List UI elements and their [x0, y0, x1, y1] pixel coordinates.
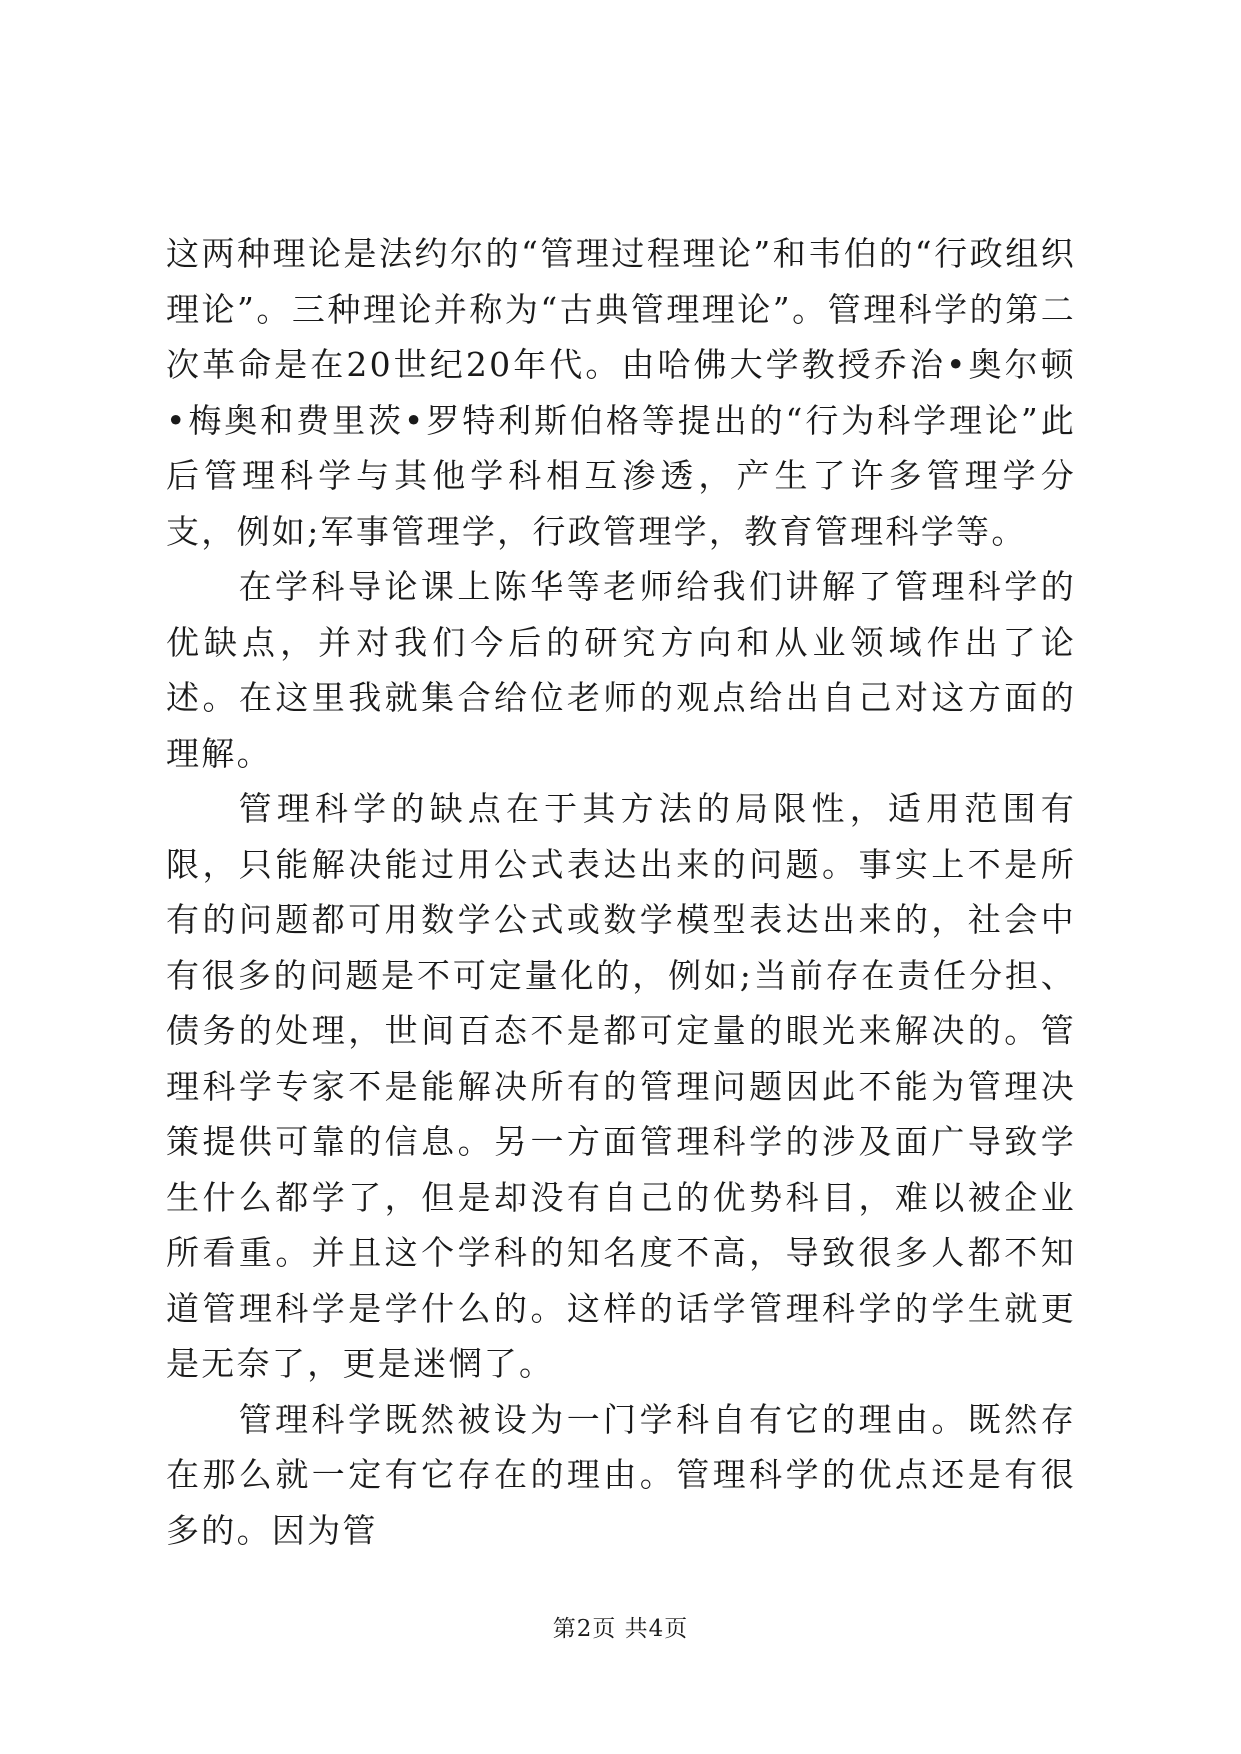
paragraph-1: 这两种理论是法约尔的“管理过程理论”和韦伯的“行政组织理论”。三种理论并称为“古典管理理论”。管理科学的第二次革命是在20世纪20年代。由哈佛大学教授乔治•奥尔顿•梅奥和费里茨•罗特利斯伯格等提出的“行为科学理论”此后管理科学与其他学科相互渗透，产生了许多管理学分支，例如;军事管理学，行政管理学，教育管理科学等。 — [166, 234, 1076, 551]
page-number-footer: 第2页 共4页 — [552, 1616, 689, 1642]
paragraph-2: 在学科导论课上陈华等老师给我们讲解了管理科学的优缺点，并对我们今后的研究方向和从业领域作出了论述。在这里我就集合给位老师的观点给出自己对这方面的理解。 — [166, 567, 1076, 773]
paragraph-4: 管理科学既然被设为一门学科自有它的理由。既然存在那么就一定有它存在的理由。管理科学的优点还是有很多的。因为管 — [166, 1399, 1076, 1550]
document-body — [166, 226, 1076, 1558]
paragraph-3: 管理科学的缺点在于其方法的局限性，适用范围有限，只能解决能过用公式表达出来的问题。事实上不是所有的问题都可用数学公式或数学模型表达出来的，社会中有很多的问题是不可定量化的，例如;当前存在责任分担、债务的处理，世间百态不是都可定量的眼光来解决的。管理科学专家不是能解决所有的管理问题因此不能为管理决策提供可靠的信息。另一方面管理科学的涉及面广导致学生什么都学了，但是却没有自己的优势科目，难以被企业所看重。并且这个学科的知名度不高，导致很多人都不知道管理科学是学什么的。这样的话学管理科学的学生就更是无奈了，更是迷惘了。 — [166, 789, 1076, 1383]
